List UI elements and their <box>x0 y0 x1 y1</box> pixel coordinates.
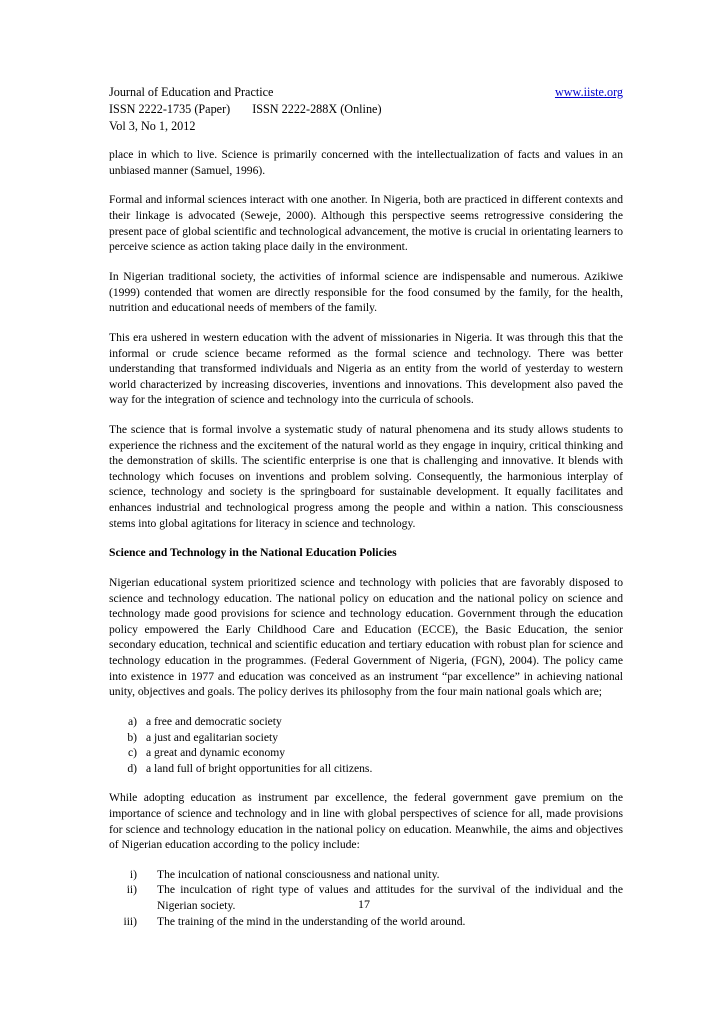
paragraph: This era ushered in western education with the advent of missionaries in Nigeria. It was through this that the informal or crude science became reformed as the formal science and technology. There was better understanding that transformed individuals and Nigeria as an entity from the world of yesterday to western world characterized by increasing discoveries, inventions and innovations. This development also paved the way for the integration of science and technology into the curricula of schools. <box>109 330 623 407</box>
list-text: a great and dynamic economy <box>146 746 286 760</box>
list-item <box>109 914 623 930</box>
journal-url-link[interactable]: www.iiste.org <box>554 85 623 99</box>
list-text: a free and democratic society <box>146 714 282 728</box>
list-marker: d) <box>127 761 137 775</box>
list-text: a just and egalitarian society <box>146 730 278 744</box>
list-item <box>109 745 623 761</box>
page-number: 17 <box>358 897 370 911</box>
list-text: The inculcation of national consciousness and national unity. <box>157 867 440 881</box>
section-heading: Science and Technology in the National Education Policies <box>109 546 397 560</box>
running-header <box>109 84 623 135</box>
issn-paper: ISSN 2222-1735 (Paper) <box>109 102 231 116</box>
list-marker: c) <box>127 746 137 760</box>
list-item <box>109 867 623 883</box>
volume-info: Vol 3, No 1, 2012 <box>109 119 196 133</box>
paragraph: In Nigerian traditional society, the activities of informal science are indispensable and numerous. Azikiwe (1999) contended that women are directly responsible for the food consumed by the family, for the health, nutrition and educational needs of members of the family. <box>109 269 623 315</box>
journal-title: Journal of Education and Practice <box>109 85 274 99</box>
paragraph: Formal and informal sciences interact with one another. In Nigeria, both are practiced in different contexts and their linkage is advocated (Seweje, 2000). Although this perspective seems retrogressive considering the present pace of global scientific and technological advancement, the motive is crucial in orientating learners to perceive science as action taking place daily in the environment. <box>109 193 623 254</box>
list-marker: iii) <box>123 914 137 928</box>
list-marker: a) <box>127 714 137 728</box>
list-marker: ii) <box>126 883 137 897</box>
closing-paragraph: While adopting education as instrument par excellence, the federal government gave premium on the importance of science and technology and in line with global perspectives of science for all, made provisions for science and technology education in the national policy on education. Meanwhile, the aims and objectives of Nigerian education according to the policy include: <box>109 791 623 852</box>
paragraph: place in which to live. Science is primarily concerned with the intellectualization of facts and values in an unbiased manner (Samuel, 1996). <box>109 148 623 177</box>
list-marker: i) <box>129 867 137 881</box>
paragraph: The science that is formal involve a systematic study of natural phenomena and its study allows students to experience the richness and the excitement of the natural world as they engage in inquiry, critical thinking and the demonstration of skills. The scientific enterprise is one that is challenging and innovative. It blends with technology which focuses on inventions and problem solving. Consequently, the harmonious interplay of science, technology and society is the springboard for sustainable development. It equally facilitates and enhances industrial and technological progress among the people and within a nation. This consciousness stems into global agitations for literacy in science and technology. <box>109 423 623 530</box>
list-item <box>109 714 623 730</box>
issn-online: ISSN 2222-288X (Online) <box>252 102 382 116</box>
list-item <box>109 730 623 746</box>
national-goals-list <box>109 714 623 776</box>
list-text: The inculcation of right type of values and attitudes for the survival of the individual and the Nigerian society. <box>157 883 623 913</box>
list-text: a land full of bright opportunities for all citizens. <box>146 761 373 775</box>
article-body <box>109 147 623 943</box>
list-text: The training of the mind in the understanding of the world around. <box>157 914 466 928</box>
list-marker: b) <box>127 730 137 744</box>
section-paragraph: Nigerian educational system prioritized science and technology with policies that are favorably disposed to science and technology education. The national policy on education and the national policy on science and technology made good provisions for science and technology education. Government through the education policy empowered the Early Childhood Care and Education (ECCE), the Basic Education, the senior secondary education, technical and scientific education and tertiary education with robust plan for science and technology education in the programmes. (Federal Government of Nigeria, (FGN), 2004). The policy came into existence in 1977 and education was conceived as an instrument “par excellence” in achieving national unity, objectives and goals. The policy derives its philosophy from the four main national goals which are; <box>109 576 623 699</box>
list-item <box>109 761 623 777</box>
